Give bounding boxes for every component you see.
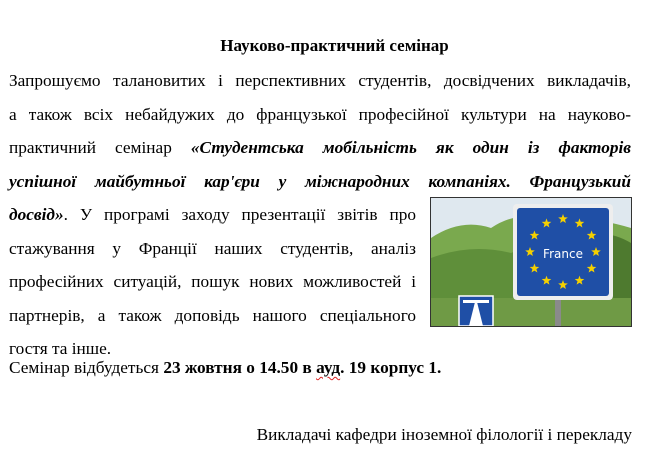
page-title: Науково-практичний семінар [220, 36, 449, 55]
text-line: стажування у Франції наших студентів, аналіз [9, 238, 416, 258]
seminar-topic: «Студентська мобільність як один із факторів [190, 138, 632, 157]
sign-text: France [543, 247, 583, 261]
text-line [9, 131, 631, 165]
location: . 19 корпус 1. [340, 358, 442, 377]
text-line: партнерів, а також доповідь нашого спеціального [9, 305, 416, 325]
auditorium-abbrev: ауд [316, 358, 341, 377]
text-line [9, 198, 416, 232]
text-line: гостя та інше. [9, 339, 112, 358]
text-fragment: Семінар відбудеться [9, 358, 164, 377]
text-line: Запрошуємо талановитих і перспективних студентів, досвідчених викладачів, [9, 71, 631, 90]
text-fragment: . У програмі заходу презентації звітів про [63, 205, 416, 224]
text-line: а також всіх небайдужих до французької професійної культури на науково- [9, 104, 631, 124]
seminar-topic: досвід» [9, 205, 64, 224]
text-line: професійних ситуацій, пошук нових можливостей і [9, 272, 416, 291]
eu-border-sign-icon [431, 198, 631, 326]
seminar-date-line [9, 357, 441, 379]
date-time: 23 жовтня о 14.50 в [163, 358, 317, 377]
signature-line: Викладачі кафедри іноземної філології і перекладу [256, 425, 632, 444]
france-border-photo [430, 197, 632, 327]
seminar-topic: успішної майбутньої кар'єри у міжнародних компаніях. Французький [9, 171, 631, 191]
text-fragment: практичний семінар [9, 138, 191, 157]
